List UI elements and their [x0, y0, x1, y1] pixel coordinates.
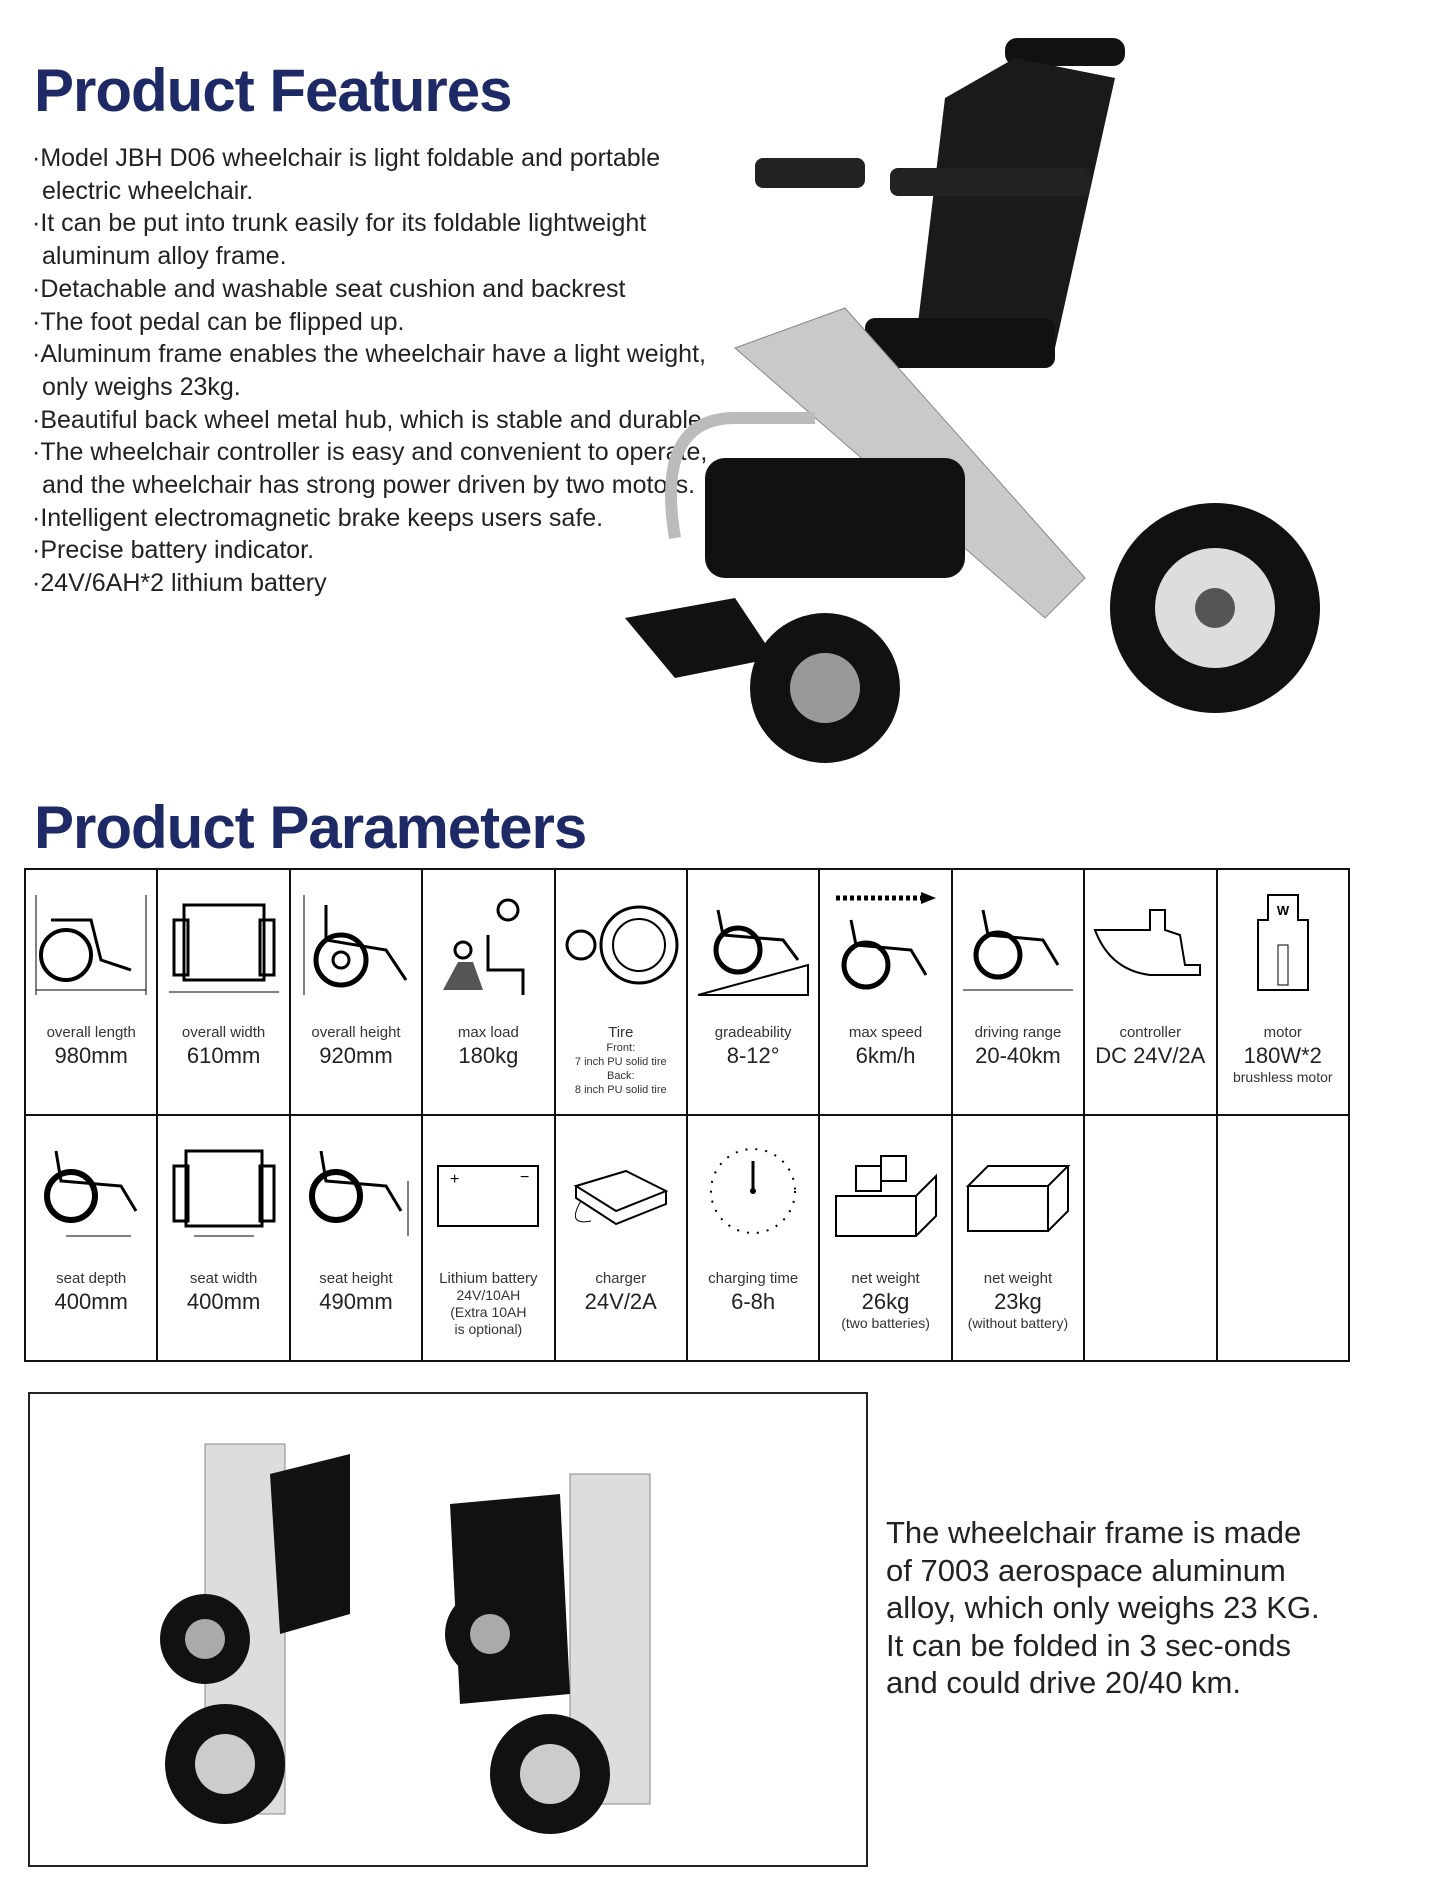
max-load-icon	[423, 870, 553, 1020]
box-icon	[953, 1116, 1083, 1266]
feature-item: ·The wheelchair controller is easy and convenient to operate, and the wheelchair has strong power driven by two motors.	[32, 438, 708, 500]
wheelchair-photo	[615, 18, 1355, 773]
clock-icon	[688, 1116, 818, 1266]
svg-text:W: W	[1276, 903, 1289, 918]
param-battery: + − Lithium battery 24V/10AH (Extra 10AH is optional)	[422, 1115, 554, 1361]
feature-item: ·Aluminum frame enables the wheelchair have a light weight, only weighs 23kg.	[32, 340, 706, 401]
param-tire: Tire Front: 7 inch PU solid tire Back: 8 inch PU solid tire	[555, 869, 687, 1115]
table-row	[25, 1115, 1349, 1361]
empty-cell	[1084, 1115, 1216, 1361]
driving-range-icon	[953, 870, 1083, 1020]
features-title: Product Features	[34, 57, 512, 124]
controller-icon	[1085, 870, 1215, 1020]
table-row	[25, 869, 1349, 1115]
param-overall-height: overall height 920mm	[290, 869, 422, 1115]
feature-item: ·Detachable and washable seat cushion and backrest	[32, 274, 626, 303]
param-driving-range: driving range 20-40km	[952, 869, 1084, 1115]
folding-panel	[28, 1392, 1320, 1867]
seat-width-icon	[158, 1116, 288, 1266]
param-charger: charger 24V/2A	[555, 1115, 687, 1361]
svg-text:−: −	[520, 1169, 530, 1186]
tire-icon	[556, 870, 686, 1020]
param-seat-height: seat height 490mm	[290, 1115, 422, 1361]
overall-width-icon	[158, 870, 288, 1020]
feature-item: ·It can be put into trunk easily for its foldable lightweight aluminum alloy frame.	[32, 209, 647, 271]
max-speed-icon	[820, 870, 950, 1020]
param-charging-time: charging time 6-8h	[687, 1115, 819, 1361]
seat-height-icon	[291, 1116, 421, 1266]
parameters-title: Product Parameters	[34, 794, 587, 861]
param-overall-width: overall width 610mm	[157, 869, 289, 1115]
overall-height-icon	[291, 870, 421, 1020]
param-max-load: max load 180kg	[422, 869, 554, 1115]
seat-depth-icon	[26, 1116, 156, 1266]
package-icon	[820, 1116, 950, 1266]
param-motor: W motor 180W*2 brushless motor	[1217, 869, 1349, 1115]
feature-item: ·Intelligent electromagnetic brake keeps users safe.	[32, 503, 604, 532]
feature-item: ·Precise battery indicator.	[32, 536, 315, 565]
feature-item: ·Beautiful back wheel metal hub, which is stable and durable.	[32, 405, 709, 434]
folding-description: The wheelchair frame is made of 7003 aerospace aluminum alloy, which only weighs 23 KG. It can be folded in 3 sec-onds and could drive 20/40 km.	[886, 1515, 1320, 1700]
param-gradeability: gradeability 8-12°	[687, 869, 819, 1115]
folded-wheelchair-photos	[150, 1414, 770, 1844]
charger-icon	[556, 1116, 686, 1266]
param-net-weight-no-battery: net weight 23kg (without battery)	[952, 1115, 1084, 1361]
feature-item: ·24V/6AH*2 lithium battery	[32, 569, 327, 598]
feature-item: ·The foot pedal can be flipped up.	[32, 307, 405, 336]
gradeability-icon	[688, 870, 818, 1020]
param-overall-length: overall length 980mm	[25, 869, 157, 1115]
overall-length-icon	[26, 870, 156, 1020]
param-net-weight-batteries: net weight 26kg (two batteries)	[819, 1115, 951, 1361]
param-controller: controller DC 24V/2A	[1084, 869, 1216, 1115]
param-seat-depth: seat depth 400mm	[25, 1115, 157, 1361]
motor-icon	[1218, 870, 1348, 1020]
feature-item: ·Model JBH D06 wheelchair is light foldable and portable electric wheelchair.	[32, 144, 661, 205]
parameters-table	[24, 868, 1350, 1362]
battery-icon	[423, 1116, 553, 1266]
param-seat-width: seat width 400mm	[157, 1115, 289, 1361]
param-max-speed: max speed 6km/h	[819, 869, 951, 1115]
svg-text:+: +	[450, 1171, 460, 1188]
empty-cell	[1217, 1115, 1349, 1361]
